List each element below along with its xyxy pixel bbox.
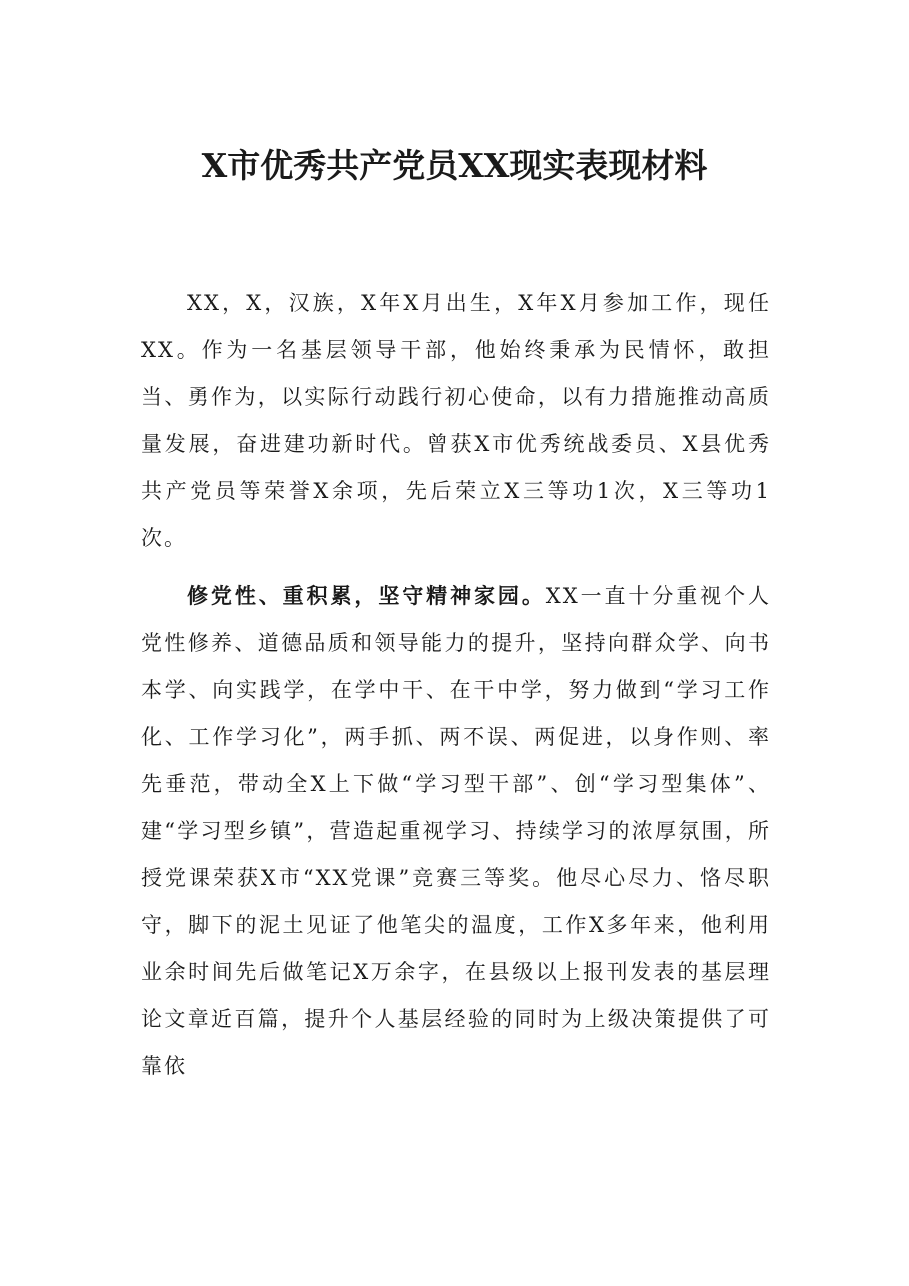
paragraph-text: XX，X，汉族，X年X月出生，X年X月参加工作，现任XX。作为一名基层领导干部，他始终秉承为民情怀，敢担当、勇作为，以实际行动践行初心使命，以有力措施推动高质量发展，奋进建功新时代。曾获X市优秀统战委员、X县优秀共产党员等荣誉X余项，先后荣立X三等功1次，X三等功1次。 (141, 291, 771, 550)
paragraph-text: XX一直十分重视个人党性修养、道德品质和领导能力的提升，坚持向群众学、向书本学、向实践学，在学中干、在干中学，努力做到“学习工作化、工作学习化”，两手抓、两不误、两促进，以身作则、率先垂范，带动全X上下做“学习型干部”、创“学习型集体”、建“学习型乡镇”，营造起重视学习、持续学习的浓厚氛围，所授党课荣获X市“XX党课”竞赛三等奖。他尽心尽力、恪尽职守，脚下的泥土见证了他笔尖的温度，工作X多年来，他利用业余时间先后做笔记X万余字，在县级以上报刊发表的基层理论文章近百篇，提升个人基层经验的同时为上级决策提供了可靠依 (141, 584, 772, 1078)
paragraph-lead: 修党性、重积累，坚守精神家园。 (187, 583, 546, 608)
document-body (141, 279, 771, 1090)
paragraph-party-spirit (141, 572, 771, 1090)
document-title: X市优秀共产党员XX现实表现材料 (201, 146, 708, 185)
paragraph-intro (141, 279, 771, 562)
